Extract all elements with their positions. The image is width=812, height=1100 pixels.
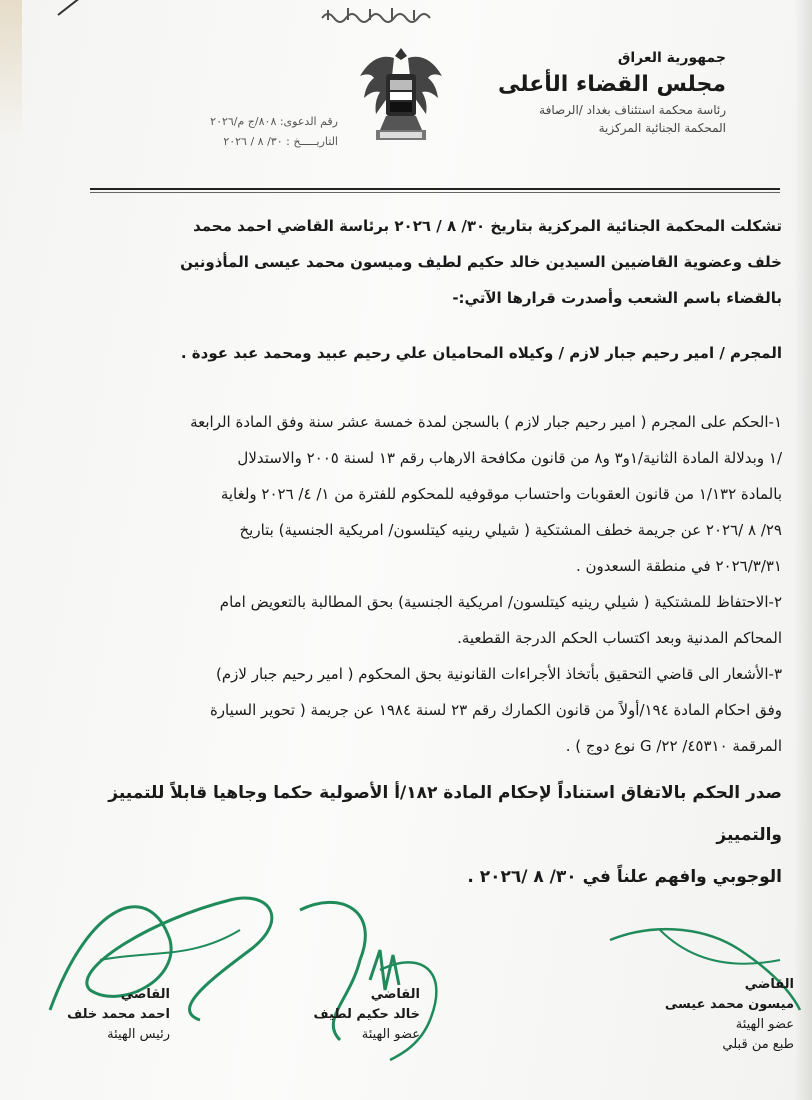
republic-label: جمهورية العراق — [617, 50, 726, 66]
header-institution — [466, 50, 726, 135]
signature-title: القاضي — [744, 977, 794, 992]
parties-text: المجرم / امير رحيم جبار لازم / وكيلاه المحاميان علي رحيم عبيد ومحمد عبد عودة . — [180, 344, 782, 362]
signature-name: ميسون محمد عيسى — [664, 997, 794, 1012]
intro-line: تشكلت المحكمة الجنائية المركزية بتاريخ ٣٠/ ٨ / ٢٠٢٦ برئاسة القاضي احمد محمد — [193, 217, 782, 235]
header-divider-thin — [90, 192, 780, 193]
ruling-items — [42, 404, 782, 764]
case-date: التاريـــــخ : ٣٠/ ٨ / ٢٠٢٦ — [223, 135, 338, 148]
signature-block-presiding — [40, 985, 170, 1045]
verdict-line: الوجوبي وافهم علناً في ٣٠/ ٨ /٢٠٢٦ . — [467, 867, 782, 887]
ruling-line: بالمادة ١/١٣٢ من قانون العقوبات واحتساب موقوفيه للمحكوم للفترة من ١/ ٤/ ٢٠٢٦ ولغاية — [220, 485, 782, 503]
ruling-line: المرقمة ٤٥٣١٠/ ٢٢/ G نوع دوج ) . — [565, 737, 782, 755]
typed-by-note: طبع من قبلي — [722, 1037, 794, 1052]
ruling-line: ٣-الأشعار الى قاضي التحقيق بأتخاذ الأجراءات القانونية بحق المحكوم ( امير رحيم جبار لازم) — [216, 665, 782, 683]
ruling-line: ٢٠٢٦/٣/٣١ في منطقة السعدون . — [575, 557, 782, 575]
signature-title: القاضي — [120, 987, 170, 1002]
council-title: مجلس القضاء الأعلى — [497, 72, 726, 97]
ruling-line: المحاكم المدنية وبعد اكتساب الحكم الدرجة القطعية. — [457, 629, 782, 647]
parties-line — [42, 335, 782, 371]
court-label: المحكمة الجنائية المركزية — [598, 121, 726, 135]
signature-block-member-2 — [654, 975, 794, 1055]
basmala-calligraphy — [318, 4, 438, 26]
intro-paragraph — [42, 208, 782, 316]
case-number: رقم الدعوى: ٨٠٨/ج م/٢٠٢٦ — [210, 115, 338, 128]
ruling-line: وفق احكام المادة ١٩٤/أولاً من قانون الكمارك رقم ٢٣ لسنة ١٩٨٤ عن جريمة ( تحوير السيارة — [209, 701, 782, 719]
header-divider — [90, 188, 780, 190]
signature-role: عضو الهيئة — [361, 1027, 420, 1042]
ruling-line: ١-الحكم على المجرم ( امير رحيم جبار لازم ) بالسجن لمدة خمسة عشر سنة وفق المادة الرابعة — [190, 413, 782, 431]
presidency-label: رئاسة محكمة استئناف بغداد /الرصافة — [539, 103, 726, 117]
verdict-line: صدر الحكم بالاتفاق استناداً لإحكام المادة ١٨٢/أ الأصولية حكما وجاهيا قابلاً للتمييز والتمييز — [108, 783, 782, 845]
signature-name: احمد محمد خلف — [67, 1007, 170, 1022]
ruling-line: /١ وبدلالة المادة الثانية/١و٣ و٨ من قانون مكافحة الارهاب رقم ١٣ لسنة ٢٠٠٥ والاستدلال — [237, 449, 782, 467]
ruling-line: ٢٩/ ٨ /٢٠٢٦ عن جريمة خطف المشتكية ( شيلي رينيه كيتلسون/ امريكية الجنسية) بتاريخ — [239, 521, 782, 539]
intro-line: بالقضاء باسم الشعب وأصدرت قرارها الآتي:- — [452, 289, 782, 307]
ruling-line: ٢-الاحتفاظ للمشتكية ( شيلي رينيه كيتلسون/ امريكية الجنسية) بحق المطالبة بالتعويض امام — [219, 593, 782, 611]
signature-block-member — [300, 985, 420, 1045]
signature-title: القاضي — [370, 987, 420, 1002]
signature-name: خالد حكيم لطيف — [313, 1007, 420, 1022]
signature-role: رئيس الهيئة — [107, 1027, 170, 1042]
intro-line: خلف وعضوية القاضيين السيدين خالد حكيم لطيف وميسون محمد عيسى المأذونين — [180, 253, 782, 271]
pen-mark — [57, 0, 94, 16]
header-case-info — [168, 112, 338, 152]
paper-edge — [0, 0, 22, 140]
eagle-emblem-icon — [356, 44, 446, 152]
signature-role: عضو الهيئة — [735, 1017, 794, 1032]
